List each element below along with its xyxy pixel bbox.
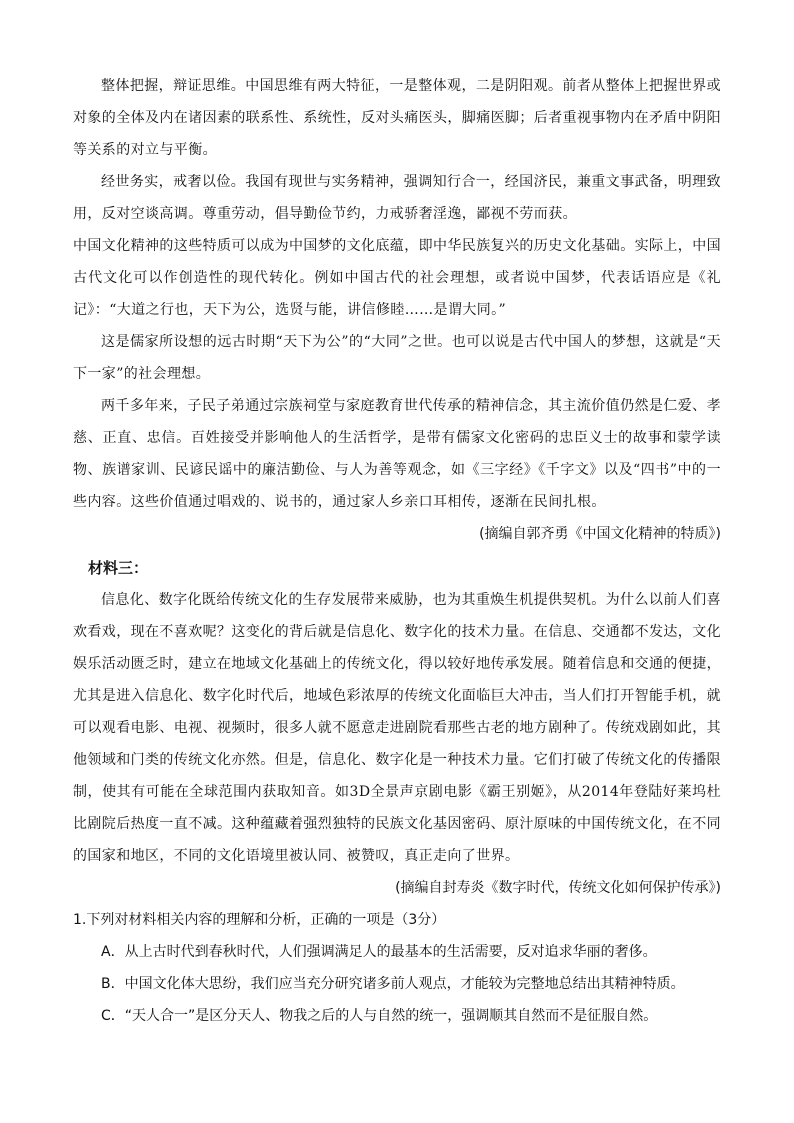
source-citation-feng: (摘编自封寿炎《数字时代，传统文化如何保护传承》) xyxy=(395,880,721,896)
paragraph-great-harmony: 这是儒家所设想的远古时期“天下为公”的“大同”之世。也可以说是古代中国人的梦想，这就是“天下一家”的社会理想。 xyxy=(73,334,721,382)
question-1-stem: 1.下列对材料相关内容的理解和分析，正确的一项是（3分） xyxy=(73,912,446,928)
paragraph-practical-spirit: 经世务实，戒奢以俭。我国有现世与实务精神，强调知行合一，经国济民，兼重文事武备，明理致用，反对空谈高调。尊重劳动，倡导勤俭节约，力戒骄奢淫逸，鄙视不劳而获。 xyxy=(73,174,721,222)
paragraph-chinese-dream: 中国文化精神的这些特质可以成为中国梦的文化底蕴，即中华民族复兴的历史文化基础。实际上，中国古代文化可以作创造性的现代转化。例如中国古代的社会理想，或者说中国梦，代表话语应是《礼记》：“大道之行也，天下为公，选贤与能，讲信修睦……是谓大同。” xyxy=(73,238,721,318)
question-1-option-a: A．从上古时代到春秋时代，人们强调满足人的最基本的生活需要，反对追求华丽的奢侈。 xyxy=(101,944,657,960)
material-three-heading: 材料三： xyxy=(88,559,149,577)
question-1-option-c: C．“天人合一”是区分天人、物我之后的人与自然的统一，强调顺其自然而不是征服自然。 xyxy=(101,1008,658,1024)
paragraph-values-inheritance: 两千多年来，子民子弟通过宗族祠堂与家庭教育世代传承的精神信念，其主流价值仍然是仁爱、孝慈、正直、忠信。百姓接受并影响他人的生活哲学，是带有儒家文化密码的忠臣义士的故事和蒙学读物、族谱家训、民谚民谣中的廉洁勤俭、与人为善等观念，如《三字经》《千字文》以及“四书”中的一些内容。这些价值通过唱戏的、说书的，通过家人乡亲口耳相传，逐渐在民间扎根。 xyxy=(73,398,721,510)
source-citation-guo: (摘编自郭齐勇《中国文化精神的特质》) xyxy=(479,526,721,542)
question-1-option-b: B．中国文化体大思纷，我们应当充分研究诸多前人观点，才能较为完整地总结出其精神特质。 xyxy=(101,976,685,992)
paragraph-holistic-thinking: 整体把握，辩证思维。中国思维有两大特征，一是整体观，二是阴阳观。前者从整体上把握世界或对象的全体及内在诸因素的联系性、系统性，反对头痛医头，脚痛医脚；后者重视事物内在矛盾中阴阳等关系的对立与平衡。 xyxy=(73,78,721,158)
paragraph-digitalization: 信息化、数字化既给传统文化的生存发展带来威胁，也为其重焕生机提供契机。为什么以前人们喜欢看戏，现在不喜欢呢？这变化的背后就是信息化、数字化的技术力量。在信息、交通都不发达，文化娱乐活动匮乏时，建立在地域文化基础上的传统文化，得以较好地传承发展。随着信息和交通的便捷，尤其是进入信息化、数字化时代后，地域色彩浓厚的传统文化面临巨大冲击，当人们打开智能手机，就可以观看电影、电视、视频时，很多人就不愿意走进剧院看那些古老的地方剧种了。传统戏剧如此，其他领域和门类的传统文化亦然。但是，信息化、数字化是一种技术力量。它们打破了传统文化的传播限制，使其有可能在全球范围内获取知音。如3D全景声京剧电影《霸王别姬》，从2014年登陆好莱坞杜比剧院后热度一直不减。这种蕴藏着强烈独特的民族文化基因密码、原汁原味的中国传统文化，在不同的国家和地区，不同的文化语境里被认同、被赞叹，真正走向了世界。 xyxy=(73,592,721,864)
